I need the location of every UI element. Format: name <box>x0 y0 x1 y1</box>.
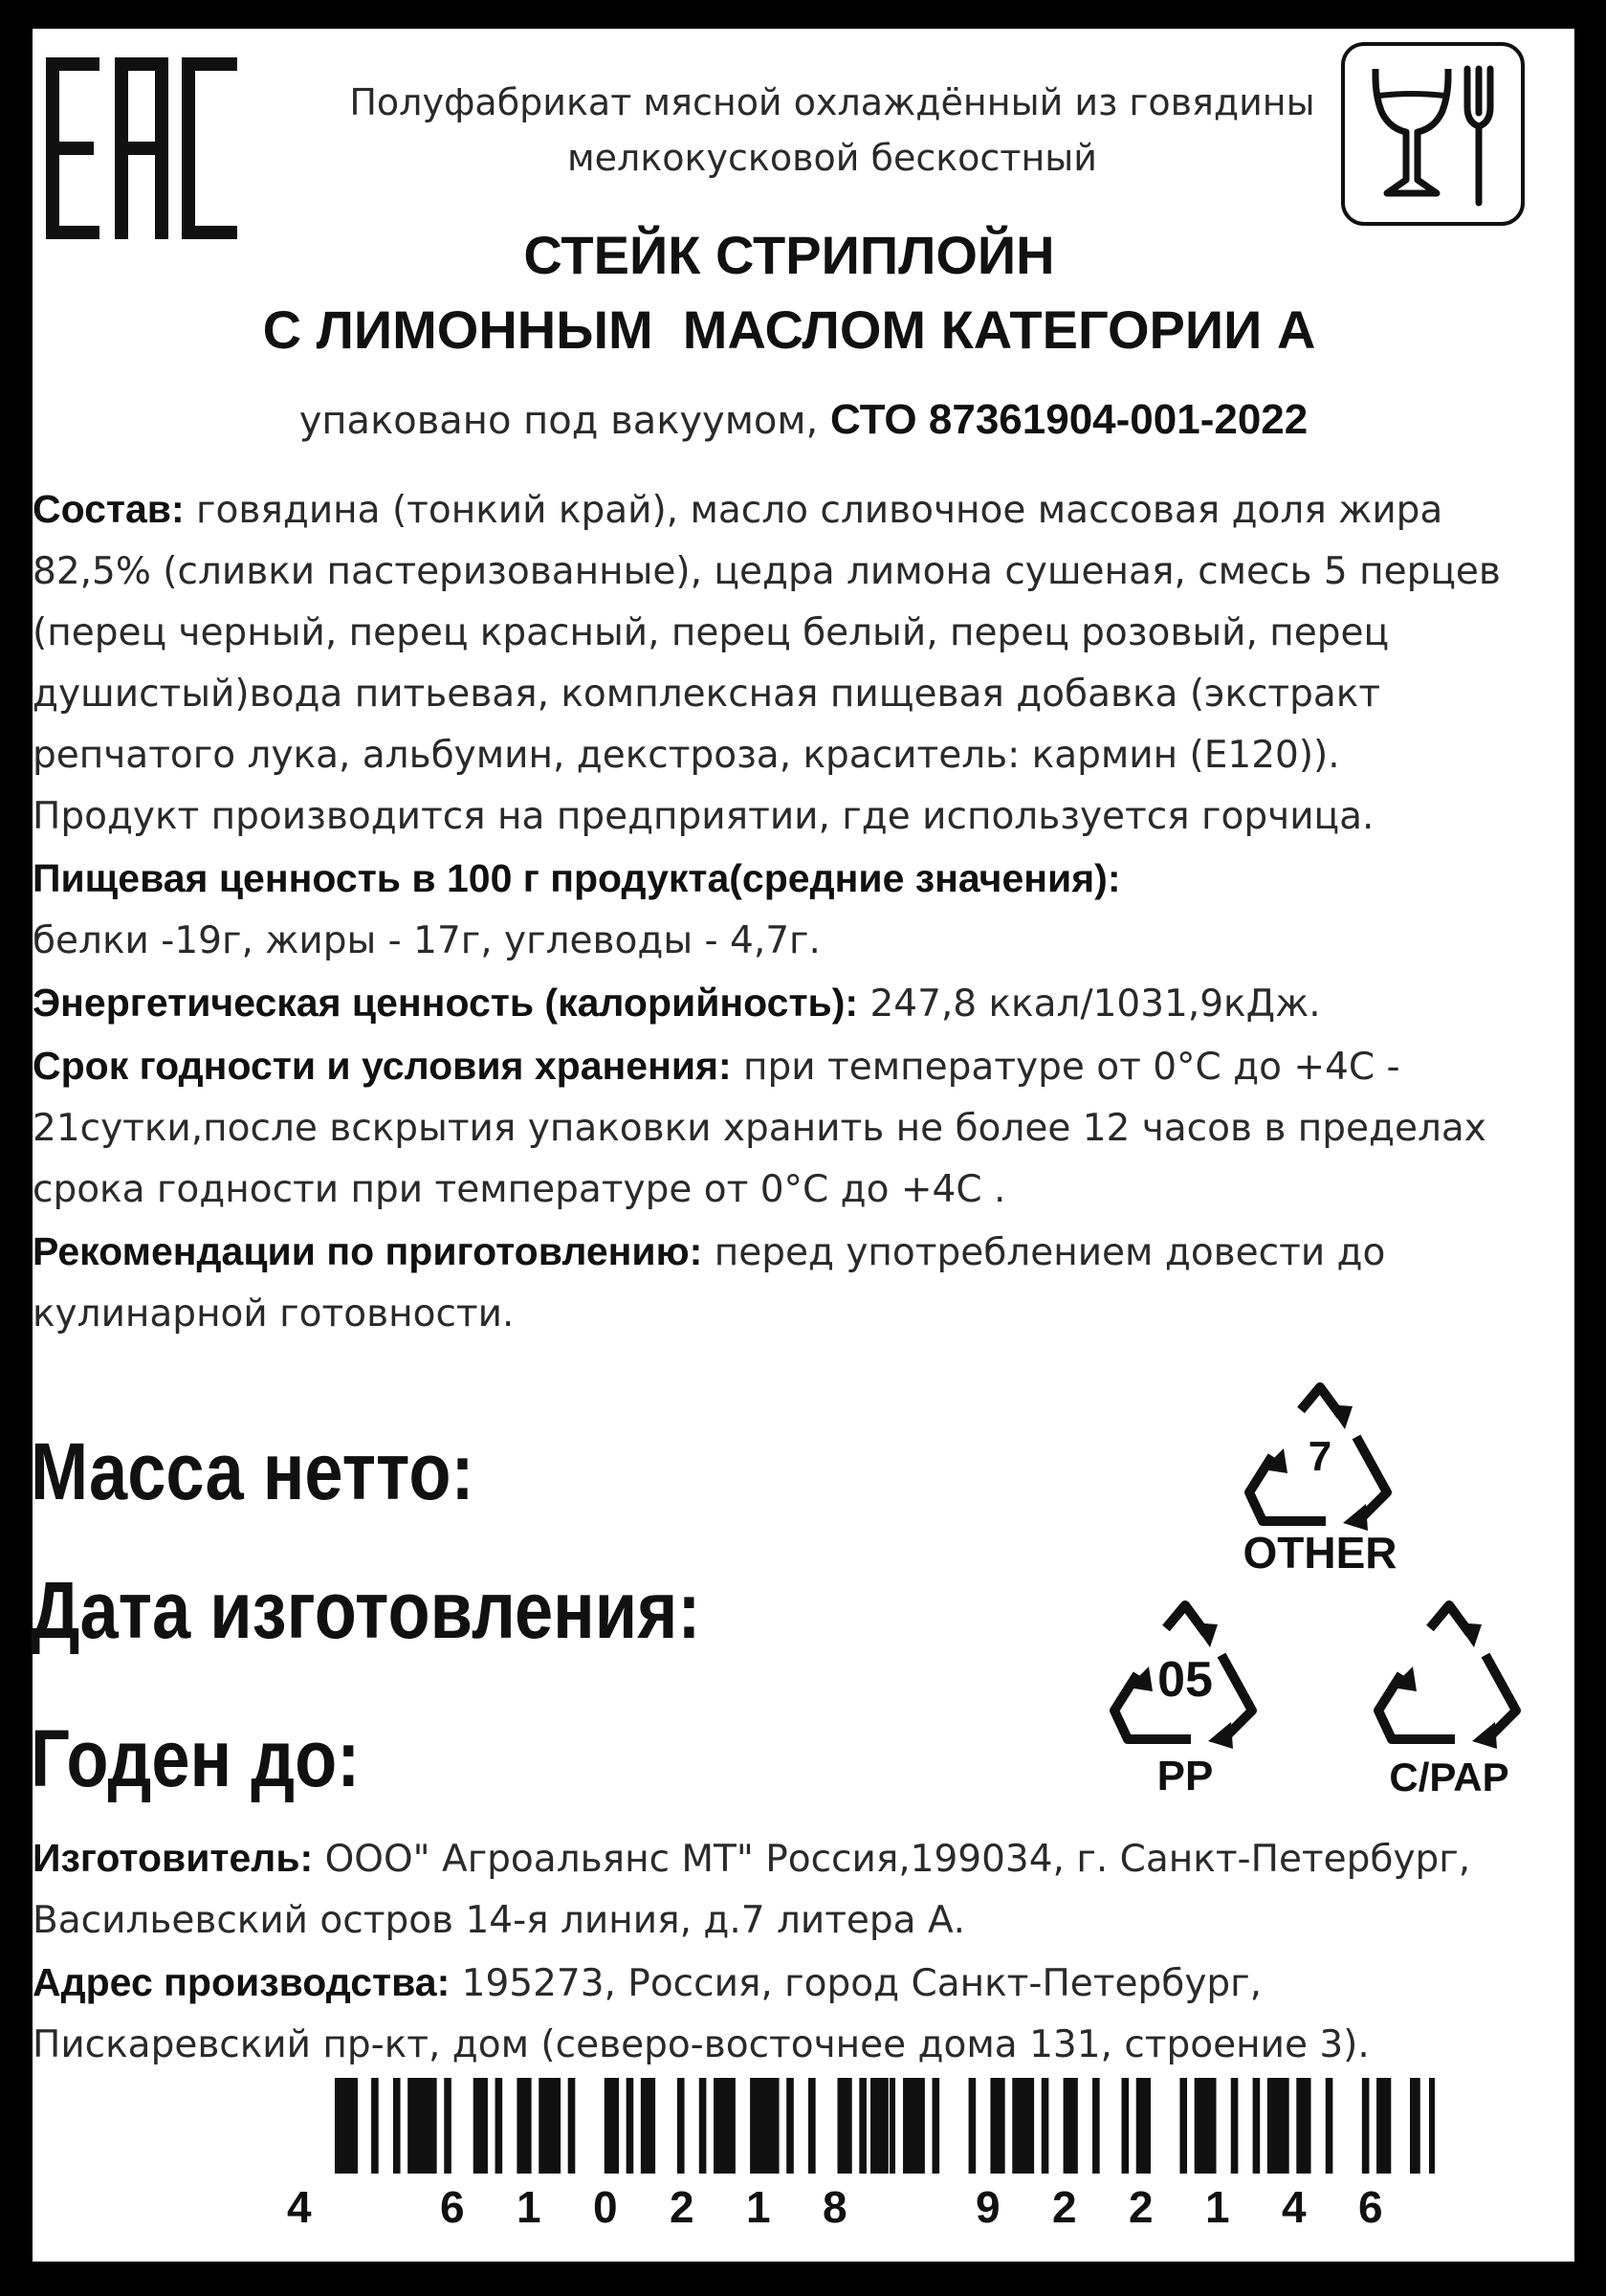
storage-label: Срок годности и условия хранения: <box>33 1044 732 1088</box>
barcode-bar <box>699 2078 707 2174</box>
barcode-digit: 4 <box>287 2182 312 2232</box>
production-address-label: Адрес производства: <box>33 1960 451 2004</box>
barcode-bar <box>1362 2078 1370 2174</box>
barcode-bar <box>605 2078 619 2174</box>
barcode-bar <box>786 2078 794 2174</box>
barcode-digit: 1 <box>517 2182 541 2232</box>
barcode-bar <box>808 2078 816 2174</box>
barcode-digit: 9 <box>976 2182 1001 2232</box>
barcode-digit: 8 <box>823 2182 847 2232</box>
cooking-label: Рекомендации по приготовлению: <box>33 1229 703 1273</box>
barcode-bar <box>393 2078 401 2174</box>
recycle-label-cpap: C/PAP <box>1389 1755 1509 1799</box>
barcode-digit: 6 <box>1358 2182 1383 2232</box>
barcode-digit: 0 <box>593 2182 618 2232</box>
manufacturer-label: Изготовитель: <box>33 1836 314 1880</box>
barcode-bar <box>517 2078 531 2174</box>
recycle-number-7: 7 <box>1308 1433 1332 1480</box>
barcode-bar <box>990 2078 1004 2174</box>
production-address <box>33 1952 1544 2076</box>
recycle-label-other: OTHER <box>1243 1528 1397 1578</box>
barcode-bar <box>1179 2078 1187 2174</box>
barcode-bar <box>1012 2078 1034 2174</box>
net-weight-field: Масса нетто: <box>31 1426 474 1516</box>
energy-label: Энергетическая ценность (калорийность): <box>33 981 859 1025</box>
barcode-bar <box>1231 2078 1239 2174</box>
label-body <box>33 478 1525 1345</box>
barcode-bar <box>1195 2078 1217 2174</box>
packaging-info <box>0 396 1606 444</box>
title-line-1: СТЕЙК СТРИПЛОЙН <box>523 225 1055 285</box>
barcode-guard-bar <box>870 2078 876 2174</box>
barcode-digit: 1 <box>746 2182 771 2232</box>
barcode-bar <box>750 2078 779 2174</box>
barcode-guard-bar <box>1429 2078 1435 2174</box>
subtitle-line-2: мелкокусковой бескостный <box>567 137 1097 179</box>
barcode-bar <box>903 2078 925 2174</box>
barcode-bar <box>568 2078 576 2174</box>
recycle-cpap-icon <box>1358 1596 1540 1806</box>
manufacturer-text: ООО" Агроальянс МТ" Россия,199034, г. Санкт-Петербург, Васильевский остров 14-я линия, д.7 литера А. <box>33 1838 1471 1942</box>
barcode-guard-bar <box>352 2078 358 2174</box>
barcode-bar <box>837 2078 851 2174</box>
manufacturer <box>33 1827 1544 1952</box>
barcode-bar <box>627 2078 634 2174</box>
barcode <box>335 2078 1435 2174</box>
label-footer <box>33 1827 1544 2076</box>
energy <box>33 972 1525 1035</box>
best-before-field: Годен до: <box>31 1713 361 1803</box>
composition-text: говядина (тонкий край), масло сливочное массовая доля жира 82,5% (сливки пастеризованные), цедра лимона сушеная, смесь 5 перцев (перец черный, перец красный, перец белый, перец розовый, перец душистый)вода питьевая, комплексная пищевая добавка (экстракт репчатого лука, альбумин, декстроза, краситель: кармин (Е120)). <box>33 489 1501 777</box>
packaging-text: упаковано под вакуумом, <box>298 399 830 443</box>
barcode-bar <box>1376 2078 1391 2174</box>
composition-label: Состав: <box>33 487 185 531</box>
barcode-bar <box>677 2078 685 2174</box>
product-title <box>191 218 1387 367</box>
barcode-bar <box>371 2078 379 2174</box>
barcode-bar <box>473 2078 488 2174</box>
recycle-label-pp: PP <box>1156 1753 1214 1799</box>
barcode-bar <box>495 2078 503 2174</box>
nutrition-values: белки -19г, жиры - 17г, углеводы - 4,7г. <box>33 919 821 962</box>
production-address-text: 195273, Россия, город Санкт-Петербург, Пискаревский пр-кт, дом (северо-восточнее дома 131, строение 3). <box>33 1962 1370 2066</box>
allergen-note: Продукт производится на предприятии, где используется горчица. <box>33 795 1375 838</box>
storage <box>33 1035 1525 1221</box>
nutrition <box>33 848 1525 911</box>
subtitle-line-1: Полуфабрикат мясной охлаждённый из говядины <box>349 81 1315 123</box>
barcode-digits <box>287 2174 1397 2241</box>
glass-fork-icon <box>1339 40 1527 228</box>
composition <box>33 478 1525 786</box>
production-date-field: Дата изготовления: <box>31 1565 701 1655</box>
recycle-arrows-icon <box>1358 1596 1540 1758</box>
barcode-bar <box>1042 2078 1049 2174</box>
storage-text: при температуре от 0°С до +4С - 21сутки,после вскрытия упаковки хранить не более 12 часов в пределах срока годности при температуре от 0°С до +4С . <box>33 1046 1486 1211</box>
barcode-guard-bar <box>1410 2078 1416 2174</box>
eac-mark-icon <box>46 57 237 239</box>
barcode-digit: 2 <box>670 2182 694 2232</box>
barcode-bar <box>539 2078 561 2174</box>
barcode-bar <box>641 2078 655 2174</box>
barcode-digit: 2 <box>1052 2182 1077 2232</box>
barcode-bar <box>969 2078 977 2174</box>
barcode-bar <box>1296 2078 1310 2174</box>
barcode-bar <box>1092 2078 1100 2174</box>
barcode-bar <box>1326 2078 1333 2174</box>
barcode-bar <box>859 2078 867 2174</box>
cooking <box>33 1221 1525 1345</box>
nutrition-label: Пищевая ценность в 100 г продукта(средние значения): <box>33 856 1121 900</box>
barcode-digit: 2 <box>1129 2182 1154 2232</box>
cooking-text: перед употреблением довести до кулинарной готовности. <box>33 1231 1386 1336</box>
title-line-2: С ЛИМОННЫМ МАСЛОМ КАТЕГОРИИ А <box>262 299 1316 360</box>
recycle-pp-icon <box>1094 1596 1276 1806</box>
barcode-guard-bar <box>335 2078 341 2174</box>
barcode-bar <box>1064 2078 1078 2174</box>
recycle-other-icon <box>1234 1378 1406 1588</box>
barcode-bar <box>933 2078 940 2174</box>
standard-code: СТО 87361904-001-2022 <box>829 396 1309 443</box>
product-subtitle <box>297 75 1368 186</box>
barcode-bar <box>714 2078 736 2174</box>
barcode-digit: 6 <box>440 2182 465 2232</box>
barcode-bar <box>1267 2078 1289 2174</box>
barcode-bar <box>444 2078 451 2174</box>
barcode-digit: 1 <box>1205 2182 1230 2232</box>
barcode-bar <box>1253 2078 1261 2174</box>
barcode-digit: 4 <box>1282 2182 1307 2232</box>
barcode-bar <box>407 2078 436 2174</box>
barcode-bar <box>1122 2078 1130 2174</box>
energy-text: 247,8 ккал/1031,9кДж. <box>858 982 1321 1026</box>
recycle-number-05: 05 <box>1157 1652 1213 1708</box>
barcode-guard-bar <box>890 2078 895 2174</box>
barcode-bar <box>1136 2078 1151 2174</box>
